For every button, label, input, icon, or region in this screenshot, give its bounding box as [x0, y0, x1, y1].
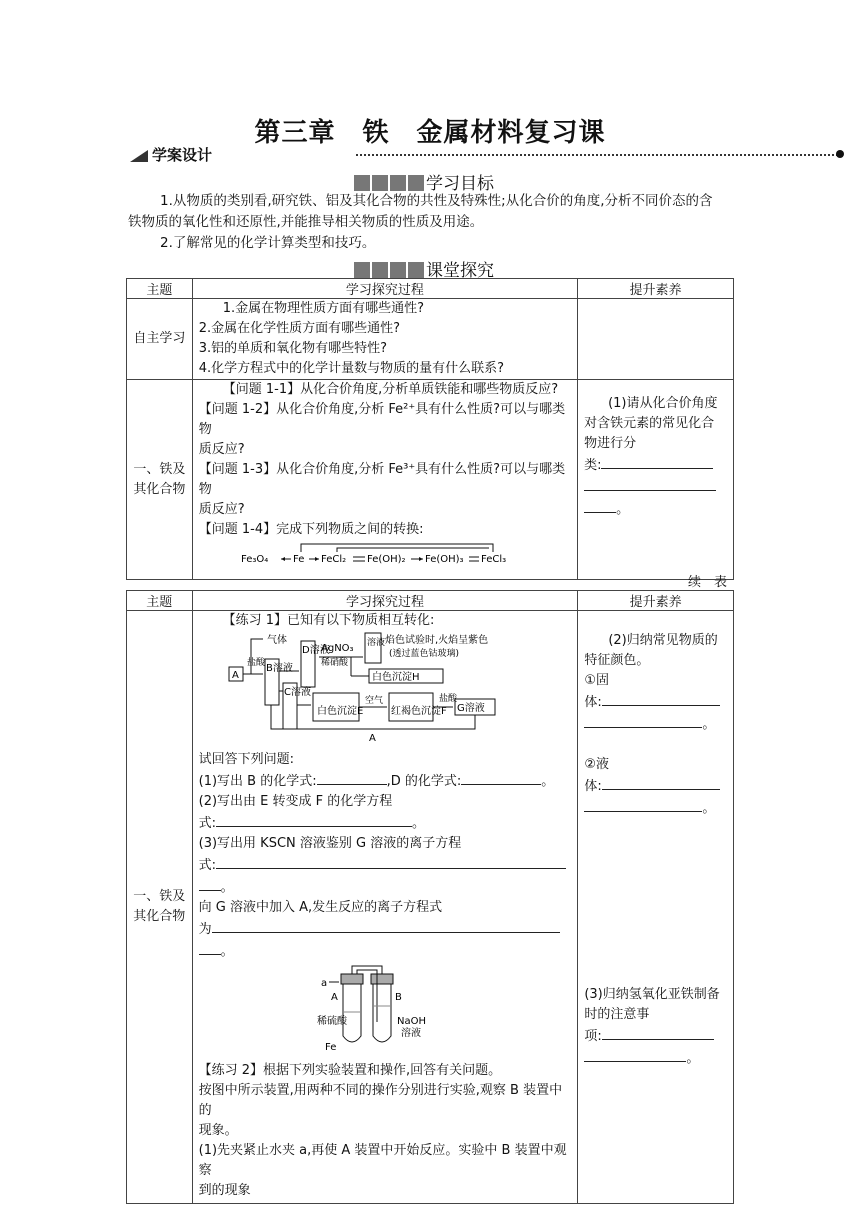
problem-1-4: 【问题 1-4】完成下列物质之间的转换:	[198, 522, 424, 537]
literacy-2b: 特征颜色。	[584, 653, 650, 668]
design-label: 学案设计	[152, 146, 213, 164]
svg-text:白色沉淀H: 白色沉淀H	[371, 672, 420, 683]
svg-text:NaOH: NaOH	[396, 1016, 426, 1027]
chain-item: Fe	[292, 554, 305, 565]
question-4: 4.化学方程式中的化学计量数与物质的量有什么联系?	[198, 361, 505, 376]
header-topic: 主题	[127, 591, 193, 611]
table-row	[127, 299, 734, 380]
svg-text:A: A	[368, 733, 376, 743]
problem-1-3a: 【问题 1-3】从化合价角度,分析 Fe³⁺具有什么性质?可以与哪类物	[198, 462, 566, 497]
conversion-diagram	[227, 631, 517, 743]
line-3: (2)写出由 E 转变成 F 的化学方程	[198, 794, 393, 809]
objective-1b: 铁物质的氧化性和还原性,并能推导相关物质的性质及用途。	[128, 214, 484, 230]
chain-item: Fe(OH)₂	[366, 554, 406, 565]
line-7: 向 G 溶液中加入 A,发生反应的离子方程式	[198, 900, 443, 915]
svg-text:焰色试验时,火焰呈紫色: 焰色试验时,火焰呈紫色	[384, 635, 488, 646]
svg-text:(透过蓝色钴玻璃): (透过蓝色钴玻璃)	[388, 649, 459, 659]
line-6: 式:	[199, 854, 572, 876]
svg-text:盐酸: 盐酸	[438, 694, 457, 704]
svg-text:A: A	[330, 992, 338, 1003]
line-1: 试回答下列问题:	[198, 752, 295, 767]
literacy-2a: (2)归纳常见物质的	[608, 633, 718, 648]
question-2: 2.金属在化学性质方面有哪些通性?	[198, 321, 401, 336]
problem-1-2a: 【问题 1-2】从化合价角度,分析 Fe²⁺具有什么性质?可以与哪类物	[198, 402, 566, 437]
svg-text:空气: 空气	[364, 696, 383, 706]
exercise-2-line-b: 现象。	[198, 1123, 238, 1138]
question-3: 3.铝的单质和氧化物有哪些特性?	[198, 341, 388, 356]
continued-label: 续 表	[688, 575, 728, 590]
chain-item: FeCl₂	[320, 554, 346, 565]
problem-1-2b: 质反应?	[198, 442, 245, 457]
literacy-3b: 时的注意事	[584, 1007, 650, 1022]
svg-text:盐酸: 盐酸	[246, 658, 265, 668]
svg-text:气体: 气体	[266, 635, 287, 646]
literacy-cell	[578, 299, 734, 380]
table-explore-2	[126, 590, 734, 1204]
exercise-1-title: 【练习 1】已知有以下物质相互转化:	[222, 613, 435, 628]
header-process: 学习探究过程	[192, 591, 578, 611]
line-4: 式: 。	[199, 812, 572, 834]
exercise-2-line-d: 到的现象	[198, 1183, 251, 1198]
topic-cell: 一、铁及 其化合物	[127, 611, 193, 1204]
svg-text:红褐色沉淀F: 红褐色沉淀F	[390, 706, 447, 717]
chain-item: Fe(OH)₃	[424, 554, 464, 565]
svg-text:白色沉淀E: 白色沉淀E	[316, 706, 363, 717]
chain-item: FeCl₃	[480, 554, 506, 565]
literacy-2c: ①固	[584, 673, 609, 688]
svg-text:C溶液: C溶液	[283, 687, 311, 698]
literacy-3a: (3)归纳氢氧化亚铁制备	[584, 987, 720, 1002]
objectives-heading: 学习目标	[354, 169, 494, 189]
svg-text:D溶液: D溶液	[301, 645, 330, 656]
exercise-2-line-a: 按图中所示装置,用两种不同的操作分别进行实验,观察 B 装置中的	[198, 1083, 563, 1118]
svg-text:溶液: 溶液	[400, 1028, 421, 1039]
svg-text:a: a	[320, 978, 327, 989]
header-literacy: 提升素养	[578, 591, 734, 611]
exercise-2-title: 【练习 2】根据下列实验装置和操作,回答有关问题。	[198, 1063, 502, 1078]
header-process: 学习探究过程	[192, 279, 577, 299]
table-row: 一、铁及 其化合物 【问题 1-1】从化合价角度,分析单质铁能和哪些物质反应? 【问题 1-2】从化合价角度,分析 Fe²⁺具有什么性质?可以与哪类物 质反应? 【问题 1-3】从化合价角度,分析 Fe³⁺具有什么性质?可以与哪类物 质反应? 【问题 1-4】完成下列物质之间的转换: Fe₃O₄ Fe FeCl₂ Fe(OH)₂ Fe(OH)₃ FeCl₃ (1)请从化合价角度 对含铁元素的常见化合 物进行分 类: 。	[127, 380, 734, 580]
svg-text:Fe: Fe	[324, 1042, 336, 1053]
explore-heading: 课堂探究	[354, 256, 494, 276]
svg-text:B: B	[394, 992, 402, 1003]
page-title: 第三章 铁 金属材料复习课	[254, 118, 606, 148]
line-5: (3)写出用 KSCN 溶液鉴别 G 溶液的离子方程	[198, 836, 462, 851]
dotted-line	[356, 154, 838, 156]
svg-text:A: A	[231, 670, 239, 681]
header-literacy: 提升素养	[578, 279, 734, 299]
svg-text:溶液: 溶液	[366, 638, 385, 648]
problem-1-3b: 质反应?	[198, 502, 245, 517]
literacy-1a: (1)请从化合价角度	[608, 396, 718, 411]
svg-text:G溶液: G溶液	[456, 703, 485, 714]
iron-conversion-chain	[199, 540, 509, 570]
line-8: 为	[199, 918, 572, 940]
objective-2: 2.了解常见的化学计算类型和技巧。	[160, 235, 376, 251]
svg-text:B溶液: B溶液	[265, 663, 293, 674]
problem-1-1: 【问题 1-1】从化合价角度,分析单质铁能和哪些物质反应?	[222, 382, 559, 397]
topic-cell: 一、铁及 其化合物	[127, 380, 193, 580]
table-row: 一、铁及 其化合物 【练习 1】已知有以下物质相互转化: A 盐酸 气体 B溶液 D溶液 AgNO₃ 稀硝酸 溶液 焰色试验时,火焰呈紫色 (透过蓝色钴玻璃) 白色沉淀H C溶液 白色沉淀E 空气 红褐色沉淀F 盐酸 G溶液 A 试回答下列问题: (1)写出 B 的化学式: ,D 的化学式: 。 (2)写出由 E 转变成 F 的化学方程 式: 。 (3)写出用 KSCN 溶液鉴别 G 溶液的离子方程 式: 。 向 G 溶液中加入 A,发生反应的离子方程式 为 。 a A B 稀硫酸 NaOH 溶液 Fe 【练习 2】根据下列实验装置和操作,回答有关问题。 按图中所示装置,用两种不同的操作分别进行实验,观察 B 装置中的 现象。 (1)先夹紧止水夹 a,再使 A 装置中开始反应。实验中 B 装置中观察 到的现象 (2)归纳常见物质的 特征颜色。 ①固 体: 。 ②液 体: 。 (3)归纳氢氧化亚铁制备 时的注意事 项: 。	[127, 611, 734, 1204]
question-1: 1.金属在物理性质方面有哪些通性?	[222, 301, 425, 316]
objective-1a: 1.从物质的类别看,研究铁、铝及其化合物的共性及特殊性;从化合价的角度,分析不同价态的含	[160, 193, 713, 209]
svg-text:AgNO₃: AgNO₃	[320, 643, 354, 654]
header-topic: 主题	[127, 279, 193, 299]
table-header-row	[127, 279, 734, 299]
topic-cell: 自主学习	[127, 299, 193, 380]
literacy-1b: 对含铁元素的常见化合	[584, 416, 715, 431]
exercise-2-line-c: (1)先夹紧止水夹 a,再使 A 装置中开始反应。实验中 B 装置中观察	[198, 1143, 567, 1178]
apparatus-diagram	[317, 962, 457, 1054]
svg-text:稀硝酸: 稀硝酸	[320, 658, 348, 668]
table-explore-1	[126, 278, 734, 580]
line-2: (1)写出 B 的化学式: ,D 的化学式: 。	[199, 770, 572, 792]
literacy-1c: 物进行分	[584, 436, 637, 451]
literacy-1d: 类:	[584, 454, 727, 476]
triangle-icon	[130, 150, 148, 162]
table-header-row	[127, 591, 734, 611]
svg-text:稀硫酸: 稀硫酸	[316, 1016, 347, 1027]
section-divider	[128, 146, 848, 164]
literacy-2e: ②液	[584, 757, 609, 772]
chain-item: Fe₃O₄	[240, 554, 268, 565]
dot-icon	[836, 150, 844, 158]
